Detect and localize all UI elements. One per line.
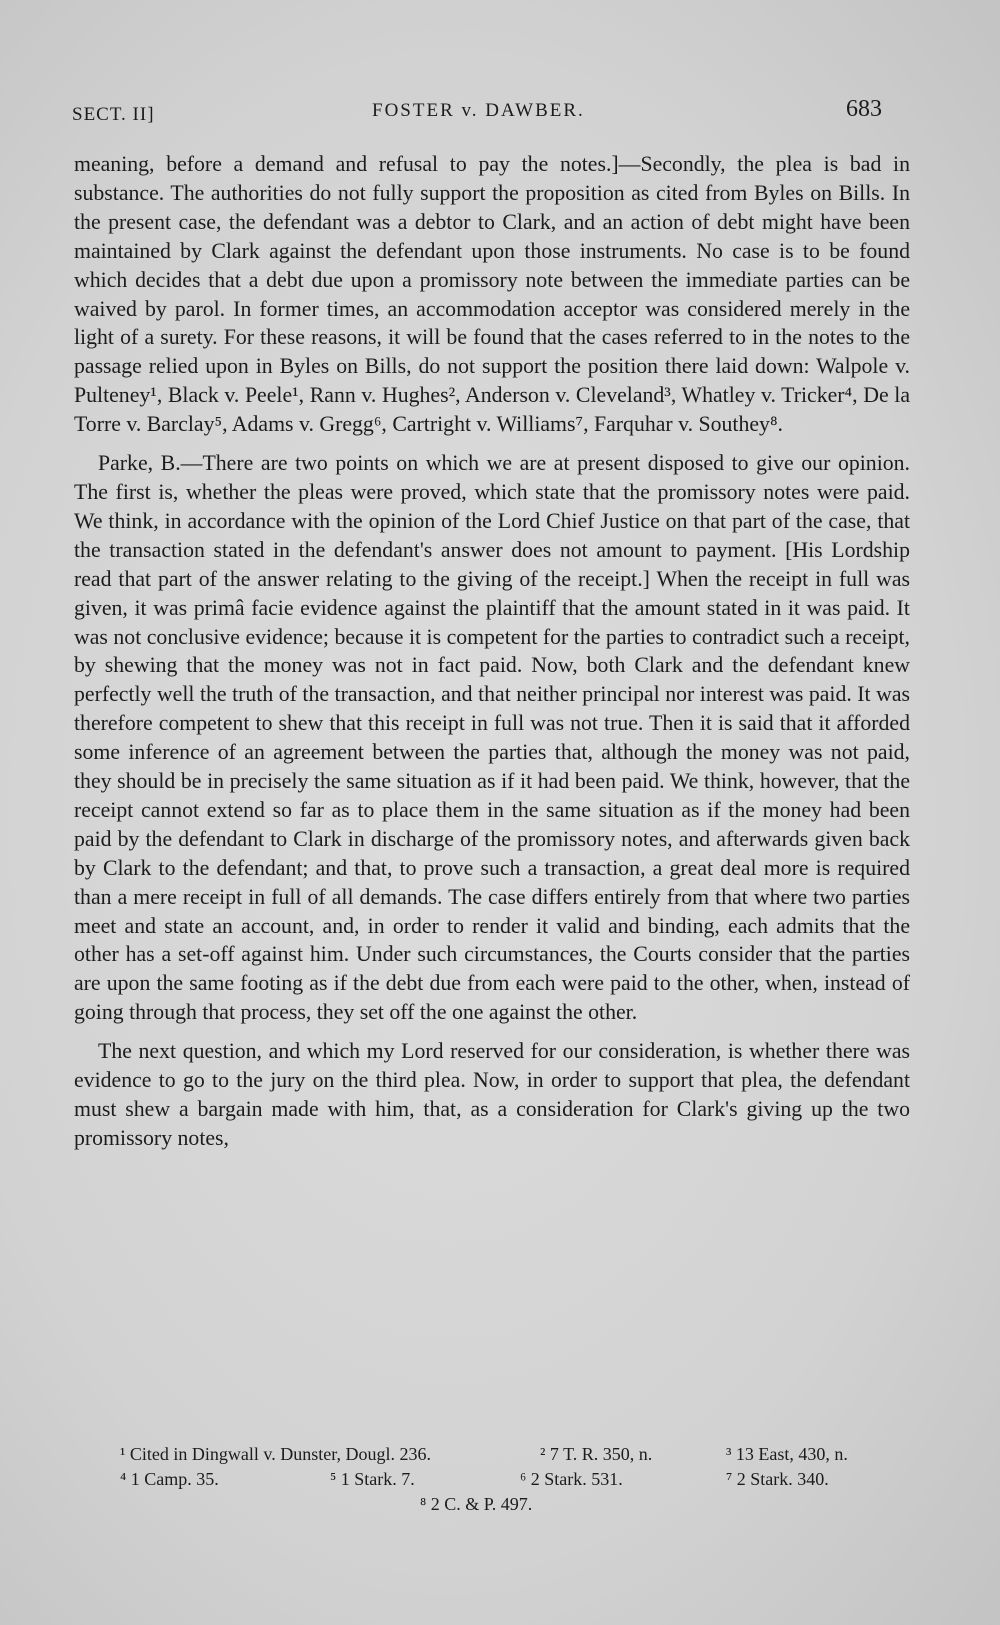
footnote-row xyxy=(120,1492,910,1517)
case-title: FOSTER v. DAWBER. xyxy=(372,100,585,121)
paragraph-next-question: The next question, and which my Lord reserved for our consideration, is whether there was evidence to go to the jury on the third plea. Now, in order to support that plea, the defendant must shew a bargain made with him, that, as a consideration for Clark's giving up the two promissory notes, xyxy=(74,1039,910,1150)
footnote-row xyxy=(120,1442,910,1467)
page-number: 683 xyxy=(846,96,882,122)
footnote-2: ² 7 T. R. 350, n. xyxy=(540,1444,653,1464)
footnote-7: ⁷ 2 Stark. 340. xyxy=(726,1469,829,1489)
footnote-4: ⁴ 1 Camp. 35. xyxy=(120,1469,219,1489)
footnote-8: ⁸ 2 C. & P. 497. xyxy=(420,1494,533,1514)
body-text xyxy=(74,150,910,1153)
section-label: SECT. II] xyxy=(72,104,155,125)
footnote-1: ¹ Cited in Dingwall v. Dunster, Dougl. 236. xyxy=(120,1444,431,1464)
footnote-5: ⁵ 1 Stark. 7. xyxy=(330,1469,415,1489)
footnote-3: ³ 13 East, 430, n. xyxy=(726,1444,848,1464)
footnotes xyxy=(120,1442,910,1517)
paragraph-parke-judgment: Parke, B.—There are two points on which we are at present disposed to give our opinion. The first is, whether the pleas were proved, which state that the promissory notes were paid. We think, in accordance with the opinion of the Lord Chief Justice on that part of the case, that the transaction stated in the defendant's answer does not amount to payment. [His Lordship read that part of the answer relating to the giving of the receipt.] When the receipt in full was given, it was primâ facie evidence against the plaintiff that the amount stated in it was paid. It was not conclusive evidence; because it is competent for the parties to contradict such a receipt, by shewing that the money was not in fact paid. Now, both Clark and the defendant knew perfectly well the truth of the transaction, and that neither principal nor interest was paid. It was therefore competent to shew that this receipt in full was not true. Then it is said that it afforded some inference of an agreement between the parties that, although the money was not paid, they should be in precisely the same situation as if it had been paid. We think, however, that the receipt cannot extend so far as to place them in the same situation as if the money had been paid by the defendant to Clark in discharge of the promissory notes, and afterwards given back by Clark to the defendant; and that, to prove such a transaction, a great deal more is required than a mere receipt in full of all demands. The case differs entirely from that where two parties meet and state an account, and, in order to render it valid and binding, each admits that the other has a set-off against him. Under such circumstances, the Courts consider that the parties are upon the same footing as if the debt due from each were paid to the other, when, instead of going through that process, they set off the one against the other. xyxy=(74,451,910,1025)
running-header xyxy=(72,96,882,126)
footnote-6: ⁶ 2 Stark. 531. xyxy=(520,1469,623,1489)
footnote-row xyxy=(120,1467,910,1492)
paragraph-argument: meaning, before a demand and refusal to pay the notes.]—Secondly, the plea is bad in substance. The authorities do not fully support the proposition as cited from Byles on Bills. In the present case, the defendant was a debtor to Clark, and an action of debt might have been maintained by Clark against the defendant upon those instruments. No case is to be found which decides that a debt due upon a promissory note between the immediate parties can be waived by parol. In former times, an accommodation acceptor was considered merely in the light of a surety. For these reasons, it will be found that the cases referred to in the notes to the passage relied upon in Byles on Bills, do not support the position there laid down: Walpole v. Pulteney¹, Black v. Peele¹, Rann v. Hughes², Anderson v. Cleveland³, Whatley v. Tricker⁴, De la Torre v. Barclay⁵, Adams v. Gregg⁶, Cartright v. Williams⁷, Farquhar v. Southey⁸. xyxy=(74,152,910,437)
